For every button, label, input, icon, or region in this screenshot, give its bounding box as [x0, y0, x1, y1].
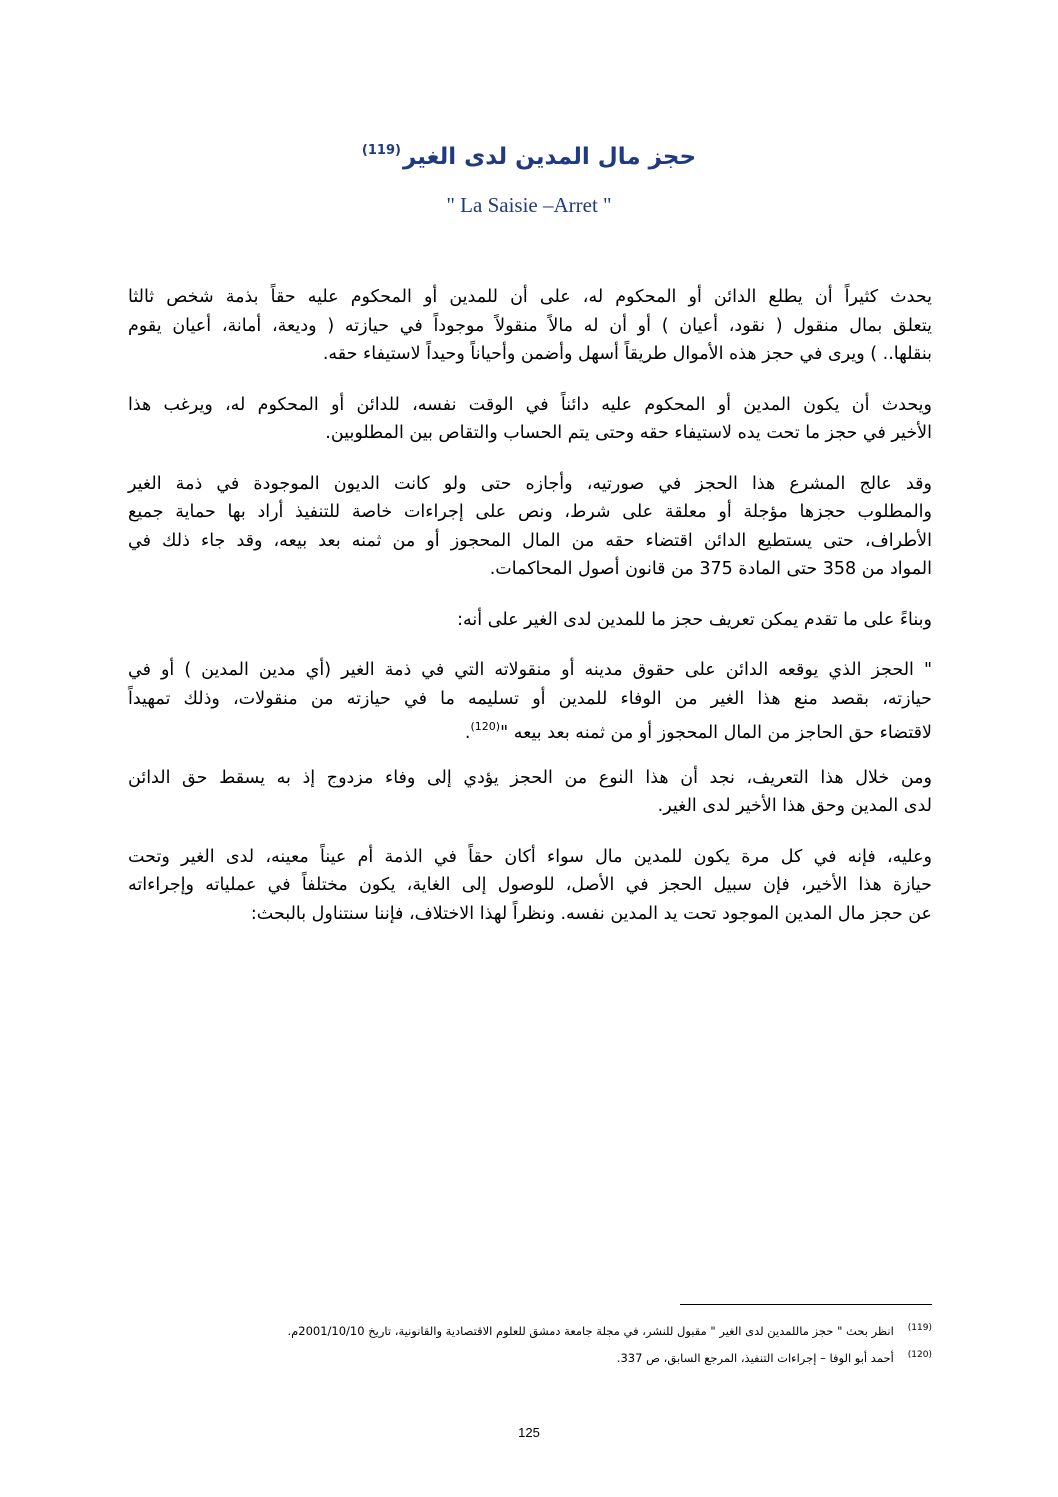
footnote-120	[232, 1343, 932, 1370]
footnote-ref: (120)	[470, 720, 501, 733]
text-line: ويحدث أن يكون المدين أو المحكوم عليه دائناً في الوقت نفسه، للدائن أو المحكوم له، ويرغب هذا	[128, 394, 932, 415]
text-line: حيازته، بقصد منع هذا الغير من الوفاء للمدين أو تسليمه ما في حيازته من منقولات، وذلك تمهيداً	[128, 688, 932, 709]
paragraph-1	[128, 283, 932, 369]
page-subtitle: " La Saisie –Arret "	[446, 193, 612, 217]
paragraph-6	[128, 764, 932, 821]
text-line: يحدث كثيراً أن يطلع الدائن أو المحكوم له، على أن للمدين أو المحكوم عليه حقاً بذمة شخص ثالثا	[128, 287, 932, 307]
paragraph-3	[128, 470, 932, 584]
footnote-text: أحمد أبو الوفا – إجراءات التنفيذ، المرجع السابق، ص 337.	[616, 1351, 894, 1365]
text-line: ومن خلال هذا التعريف، نجد أن هذا النوع من الحجز يؤدي إلى وفاء مزدوج إذ به يسقط حق الدائن	[128, 767, 932, 788]
text-line: الأطراف، حتى يستطيع الدائن اقتضاء حقه من المال المحجوز أو من ثمنه بعد بيعه، وقد جاء ذلك في	[128, 530, 932, 551]
paragraph-5-definition	[128, 656, 932, 742]
paragraph-2	[128, 391, 932, 448]
text-line: " الحجز الذي يوقعه الدائن على حقوق مدينه أو منقولاته التي في ذمة الغير (أي مدين المدين ) أو في	[128, 660, 932, 680]
text-line: لدى المدين وحق هذا الأخير لدى الغير.	[657, 796, 932, 816]
text-line: وبناءً على ما تقدم يمكن تعريف حجز ما للمدين لدى الغير على أنه:	[457, 609, 932, 630]
page-number: 125	[518, 1425, 540, 1440]
footnote-separator	[680, 1304, 932, 1305]
text-line: المواد من 358 حتى المادة 375 من قانون أصول المحاكمات.	[489, 559, 932, 579]
footnote-text: انظر بحث " حجز ماللمدين لدى الغير " مقبول للنشر، في مجلة جامعة دمشق للعلوم الاقتصادية والقانونية، تاريخ 2001/10/10م.	[287, 1324, 894, 1338]
paragraph-4	[128, 606, 932, 635]
footnote-119	[232, 1316, 932, 1343]
text-line: حيازة هذا الأخير، فإن سبيل الحجز في الأصل، للوصول إلى الغاية، يكون مختلفاً في عملياته وإجراءاته	[128, 875, 932, 895]
text-line: وقد عالج المشرع هذا الحجز في صورتيه، وأجازه حتى ولو كانت الديون الموجودة في ذمة الغير	[128, 473, 932, 494]
title-footnote-ref: (119)	[361, 143, 401, 158]
paragraph-7	[128, 843, 932, 929]
text-line-content: لاقتضاء حق الحاجز من المال المحجوز أو من ثمنه بعد بيعه "	[500, 723, 932, 743]
text-line: بنقلها.. ) ويرى في حجز هذه الأموال طريقاً أسهل وأضمن وأحياناً وحيداً لاستيفاء حقه.	[322, 344, 932, 364]
body-text	[128, 283, 932, 950]
footnotes	[232, 1316, 932, 1370]
text-line: لاقتضاء حق الحاجز من المال المحجوز أو من ثمنه بعد بيعه "$^{(120)}$.	[464, 720, 932, 743]
page-title	[0, 135, 1058, 173]
footnote-number: (119)	[907, 1323, 932, 1333]
footnote-number: (120)	[907, 1350, 932, 1360]
text-line: الأخير في حجز ما تحت يده لاستيفاء حقه وحتى يتم الحساب والتقاص بين المطلوبين.	[325, 423, 932, 443]
text-line: عن حجز مال المدين الموجود تحت يد المدين نفسه. ونظراً لهذا الاختلاف، فإننا سنتناول بالبحث:	[250, 903, 932, 924]
text-line: والمطلوب حجزها مؤجلة أو معلقة على شرط، ونص على إجراءات خاصة للتنفيذ أراد بها حماية جميع	[128, 502, 932, 522]
title-text: حجز مال المدين لدى الغير	[402, 144, 697, 170]
text-line: يتعلق بمال منقول ( نقود، أعيان ) أو أن له مالاً منقولاً موجوداً في حيازته ( وديعة، أمانة، أعيان يقوم	[128, 315, 932, 336]
text-line: وعليه، فإنه في كل مرة يكون للمدين مال سواء أكان حقاً في الذمة أم عيناً معينه، لدى الغير وتحت	[128, 846, 932, 867]
